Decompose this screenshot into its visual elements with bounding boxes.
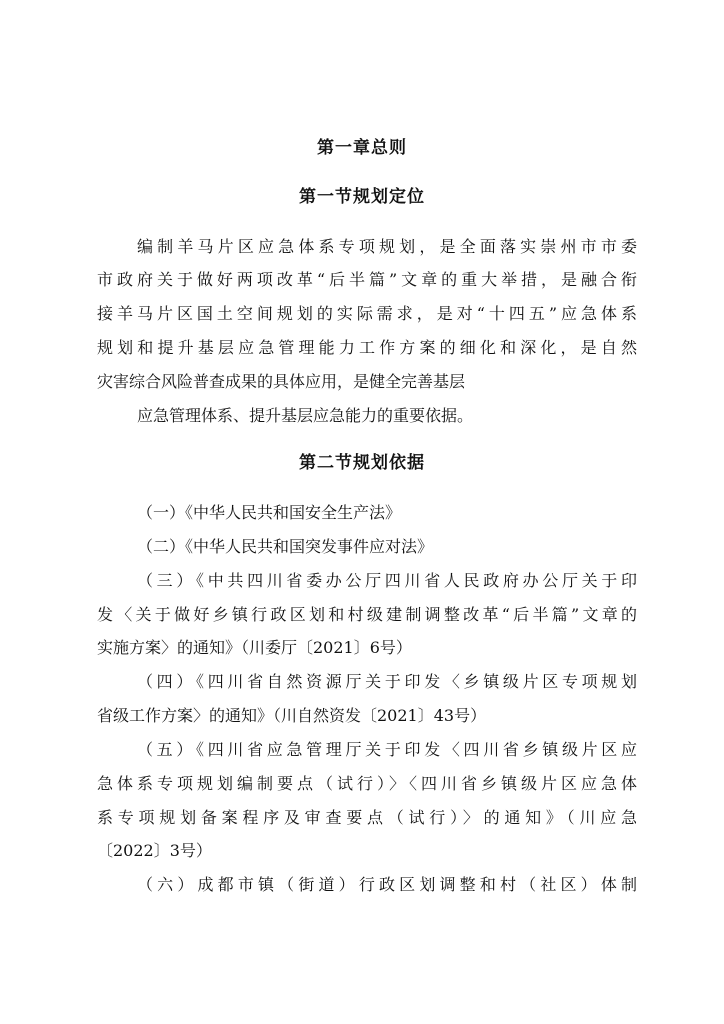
basis-item-5-line: 〔2022〕3号） [97,841,212,860]
section2-title: 第二节规划依据 [299,453,425,473]
basis-item-5-line: 系专项规划备案程序及审查要点（试行）〉的通知》（川应急 [97,808,637,827]
paragraph-line: 规划和提升基层应急管理能力工作方案的细化和深化，是自然 [97,338,637,357]
basis-item-6-line: （六）成都市镇（街道）行政区划调整和村（社区）体制 [137,875,637,894]
paragraph-line: 接羊马片区国土空间规划的实际需求，是对“十四五”应急体系 [97,304,637,323]
basis-item-3-line: 实施方案〉的通知》（川委厅〔2021〕6号） [97,638,412,657]
basis-item-5-line: （五）《四川省应急管理厅关于印发〈四川省乡镇级片区应 [137,740,637,759]
paragraph-line: 应急管理体系、提升基层应急能力的重要依据。 [137,406,474,425]
basis-item-4-line: （四）《四川省自然资源厅关于印发〈乡镇级片区专项规划 [137,672,637,691]
basis-item-5-line: 急体系专项规划编制要点（试行）〉〈四川省乡镇级片区应急体 [97,774,637,793]
chapter-title: 第一章总则 [317,138,407,158]
basis-item-2: （二）《中华人民共和国突发事件应对法》 [137,537,434,556]
section1-title: 第一节规划定位 [299,187,425,207]
basis-item-1: （一）《中华人民共和国安全生产法》 [137,503,402,522]
paragraph-line: 编制羊马片区应急体系专项规划，是全面落实崇州市市委 [137,237,637,256]
basis-item-4-line: 省级工作方案〉的通知》（川自然资发〔2021〕43号） [97,706,487,725]
basis-item-3-line: 发〈关于做好乡镇行政区划和村级建制调整改革“后半篇”文章的 [97,605,637,624]
basis-item-3-line: （三）《中共四川省委办公厅四川省人民政府办公厅关于印 [137,571,637,590]
paragraph-line: 市政府关于做好两项改革“后半篇”文章的重大举措，是融合衔 [97,270,637,289]
paragraph-line: 灾害综合风险普查成果的具体应用，是健全完善基层 [97,372,466,391]
